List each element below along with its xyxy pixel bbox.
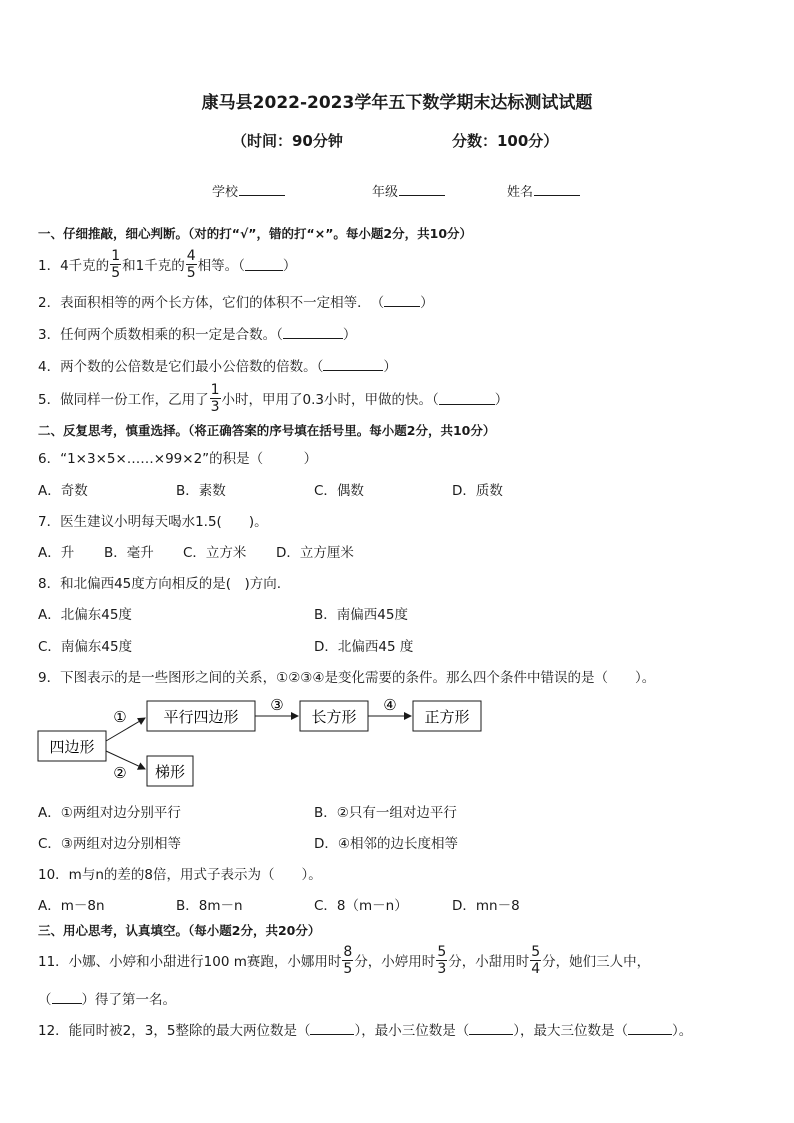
q3-answer-blank[interactable] [283, 326, 343, 339]
q1-pre: 1．4千克的 [38, 258, 110, 274]
question-3: 3．任何两个质数相乘的积一定是合数。（ ） [38, 327, 357, 343]
q9-option-d[interactable]: D．④相邻的边长度相等 [314, 836, 458, 852]
q7-option-c[interactable]: C．立方米 [183, 545, 247, 561]
question-7: 7．医生建议小明每天喝水1.5( )。 [38, 514, 268, 530]
q10-option-c[interactable]: C．8（m－n） [314, 898, 408, 914]
q1-answer-blank[interactable] [245, 258, 283, 271]
condition-3-label: ③ [270, 696, 284, 714]
school-field[interactable] [212, 181, 285, 200]
q2-answer-blank[interactable] [384, 294, 420, 307]
name-label: 姓名 [507, 185, 534, 200]
question-5: 5．做同样一份工作，乙用了 $\frac{1}{3}$ 小时，甲用了0.3小时，甲做的快。（ ） [38, 381, 509, 415]
question-4: 4．两个数的公倍数是它们最小公倍数的倍数。（ ） [38, 359, 397, 375]
q11-fraction-3: $\frac{5}{4}$ [531, 943, 541, 977]
q6-option-a[interactable]: A．奇数 [38, 483, 88, 499]
node-trapezoid: 梯形 [154, 763, 186, 781]
q5-fraction: $\frac{1}{3}$ [210, 381, 220, 415]
q11-fraction-2: $\frac{5}{3}$ [437, 943, 447, 977]
q1-fraction-2: $\frac{4}{5}$ [186, 247, 196, 281]
node-quadrilateral: 四边形 [49, 738, 95, 756]
q11-answer-blank[interactable] [52, 991, 82, 1004]
question-8: 8．和北偏西45度方向相反的是( )方向. [38, 576, 282, 592]
q12-blank-3[interactable] [628, 1022, 672, 1035]
shape-relation-diagram [30, 694, 490, 790]
question-11: 11．小娜、小婷和小甜进行100 m赛跑，小娜用时 $\frac{8}{5}$ 分，小婷用时 $\frac{5}{3}$ 分，小甜用时 $\frac{5}{4}$ 分，她们三人中， [38, 943, 651, 977]
q6-option-d[interactable]: D．质数 [452, 483, 503, 499]
q12-blank-2[interactable] [469, 1022, 513, 1035]
q9-option-a[interactable]: A．①两组对边分别平行 [38, 805, 181, 821]
q1-fraction-1: $\frac{1}{5}$ [111, 247, 121, 281]
name-field[interactable] [507, 181, 580, 200]
school-label: 学校 [212, 185, 239, 200]
section3-heading: 三、用心思考，认真填空。（每小题2分，共20分） [38, 923, 321, 938]
exam-score: 分数：100分） [452, 132, 559, 150]
q11-fraction-1: $\frac{8}{5}$ [343, 943, 353, 977]
q9-option-c[interactable]: C．③两组对边分别相等 [38, 836, 182, 852]
name-blank[interactable] [534, 183, 580, 196]
q5-answer-blank[interactable] [439, 392, 495, 405]
q9-option-b[interactable]: B．②只有一组对边平行 [314, 805, 457, 821]
node-square: 正方形 [424, 708, 470, 726]
page-title: 康马县2022-2023学年五下数学期末达标测试试题 [201, 93, 593, 113]
q1-mid: 和1千克的 [122, 258, 185, 274]
condition-1-label: ① [113, 708, 127, 726]
q7-option-a[interactable]: A．升 [38, 545, 75, 561]
q6-option-b[interactable]: B．素数 [176, 483, 226, 499]
condition-4-label: ④ [383, 696, 397, 714]
grade-field[interactable] [372, 181, 445, 200]
question-10: 10．m与n的差的8倍，用式子表示为（ ）。 [38, 867, 322, 883]
q4-answer-blank[interactable] [323, 358, 383, 371]
section2-heading: 二、反复思考，慎重选择。（将正确答案的序号填在括号里。每小题2分，共10分） [38, 423, 496, 438]
node-parallelogram: 平行四边形 [163, 708, 239, 726]
section1-heading: 一、仔细推敲，细心判断。（对的打“√”，错的打“×”。每小题2分，共10分） [38, 226, 473, 241]
condition-2-label: ② [113, 764, 127, 782]
q8-option-b[interactable]: B．南偏西45度 [314, 607, 408, 623]
grade-label: 年级 [372, 185, 399, 200]
question-2: 2．表面积相等的两个长方体，它们的体积不一定相等． （ ） [38, 295, 434, 311]
grade-blank[interactable] [399, 183, 445, 196]
q6-option-c[interactable]: C．偶数 [314, 483, 364, 499]
node-rectangle: 长方形 [311, 708, 357, 726]
question-11-line2: （ ）得了第一名。 [38, 992, 176, 1008]
q7-option-b[interactable]: B．毫升 [104, 545, 154, 561]
q10-option-d[interactable]: D．mn－8 [452, 898, 520, 914]
q12-blank-1[interactable] [310, 1022, 354, 1035]
q8-option-c[interactable]: C．南偏东45度 [38, 639, 133, 655]
question-12: 12．能同时被2，3，5整除的最大两位数是（ ），最小三位数是（ ），最大三位数是（ ）。 [38, 1023, 693, 1039]
question-1: 1．4千克的 $\frac{1}{5}$ 和1千克的 $\frac{4}{5}$ 相等。（ ） [38, 247, 297, 281]
q8-option-d[interactable]: D．北偏西45 度 [314, 639, 414, 655]
school-blank[interactable] [239, 183, 285, 196]
question-6: 6．“1×3×5×……×99×2”的积是（ ） [38, 451, 318, 467]
q10-option-b[interactable]: B．8m－n [176, 898, 243, 914]
question-9: 9．下图表示的是一些图形之间的关系，①②③④是变化需要的条件。那么四个条件中错误的是（ ）。 [38, 670, 656, 686]
q10-option-a[interactable]: A．m－8n [38, 898, 105, 914]
q7-option-d[interactable]: D．立方厘米 [276, 545, 354, 561]
exam-time: （时间：90分钟 [232, 132, 343, 150]
q1-post: 相等。（ [197, 258, 245, 274]
q8-option-a[interactable]: A．北偏东45度 [38, 607, 132, 623]
